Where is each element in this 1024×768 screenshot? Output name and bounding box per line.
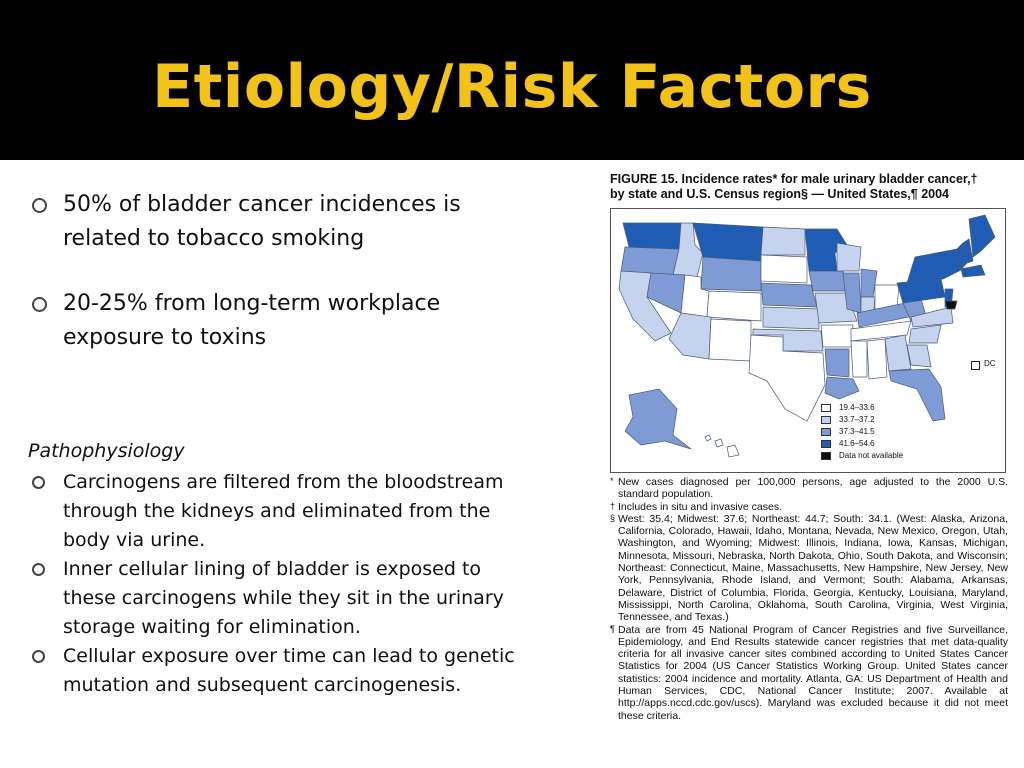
map-state (707, 291, 761, 321)
figure-panel (606, 168, 1008, 750)
map-state (889, 369, 945, 421)
footnote-text: New cases diagnosed per 100,000 persons, age adjusted to the 2000 U.S. standard population. (618, 476, 1008, 501)
dc-label: DC (984, 359, 996, 368)
list-item (28, 468, 528, 555)
map-state (761, 283, 817, 307)
bullet-text: 50% of bladder cancer incidences is related to tobacco smoking (63, 192, 461, 251)
map-state (897, 279, 945, 303)
map-state (851, 341, 867, 377)
map-state (907, 345, 931, 367)
legend-label: Data not available (839, 451, 904, 460)
footnote-text: Data are from 45 National Program of Cancer Registries and five Surveillance, Epidemiology, and End Results statewide cancer registries that met data-quality criteria for all invasive cancer sites combined according to United States Cancer Statistics for 2004 (US Cancer Statistics Working Group. United States cancer statistics: 2004 incidence and mortality. Atlanta, GA: US Department of Health and Human Services, CDC, National Cancer Institute; 2007. Available at http://apps.nccd.cdc.gov/uscs). Maryland was excluded because it did not meet these criteria. (618, 623, 1008, 722)
footnote (610, 624, 1008, 722)
list-item (28, 188, 528, 256)
circle-bullet-icon (32, 563, 45, 576)
list-item (28, 555, 528, 642)
circle-bullet-icon (32, 198, 47, 213)
map-state (669, 313, 711, 359)
legend-swatch (821, 452, 831, 460)
dc-indicator (971, 361, 980, 370)
figure-footnotes (610, 476, 1008, 722)
bullet-text: Inner cellular lining of bladder is exposed to these carcinogens while they sit in the urinary storage waiting for elimination. (63, 558, 504, 638)
footnote (610, 476, 1008, 501)
circle-bullet-icon (32, 650, 45, 663)
map-state (945, 301, 957, 309)
map-state (701, 257, 761, 291)
map-state (861, 269, 877, 297)
bullet-text: 20-25% from long-term workplace exposure to toxins (63, 291, 441, 350)
footnote-text: Includes in situ and invasive cases. (618, 500, 783, 513)
legend-swatch (821, 428, 831, 436)
legend-label: 19.4–33.6 (839, 403, 875, 412)
map-state (709, 319, 751, 361)
figure-title-line: by state and U.S. Census region§ — United States,¶ 2004 (610, 187, 949, 201)
map-state (961, 265, 985, 277)
map-state (825, 377, 859, 399)
legend-swatch (821, 404, 831, 412)
footnote (610, 501, 1008, 513)
map-state (715, 439, 723, 447)
map-state (837, 243, 861, 271)
map-state (693, 223, 763, 261)
slide-title: Etiology/Risk Factors (152, 52, 872, 122)
map-state (821, 325, 853, 347)
footnote-mark: † (610, 500, 616, 511)
map-state (623, 223, 681, 249)
map-state (705, 435, 711, 441)
map-state (969, 215, 995, 257)
map-state (621, 247, 679, 275)
footnote (610, 513, 1008, 624)
map-state (867, 339, 887, 379)
map-state (885, 335, 911, 371)
map-state (909, 325, 941, 343)
circle-bullet-icon (32, 476, 45, 489)
list-item (28, 642, 528, 700)
map-state (625, 389, 691, 449)
legend-label: 33.7–37.2 (839, 415, 875, 424)
figure-title (610, 172, 1006, 202)
footnote-mark: ¶ (610, 623, 615, 634)
map-state (907, 249, 963, 283)
circle-bullet-icon (32, 297, 47, 312)
bullet-text: Cellular exposure over time can lead to genetic mutation and subsequent carcinogenesis. (63, 645, 515, 696)
footnote-text: West: 35.4; Midwest: 37.6; Northeast: 44.7; South: 34.1. (West: Alaska, Arizona, California, Colorado, Hawaii, Idaho, Montana, Nevada, New Mexico, Oregon, Utah, Washington, and Wyoming; Midwest: Illinois, Indiana, Iowa, Kansas, Michigan, Minnesota, Missouri, Nebraska, North Dakota, Ohio, South Dakota, and Wisconsin; Northeast: Connecticut, Maine, Massachusetts, New Hampshire, New Jersey, New York, Pennsylvania, Rhode Island, and Vermont; South: Alabama, Arkansas, Delaware, District of Columbia, Florida, Georgia, Kentucky, Louisiana, Maryland, Mississippi, North Carolina, Oklahoma, South Carolina, Virginia, West Virginia, Tennessee, and Texas.) (618, 512, 1008, 624)
legend-label: 37.3–41.5 (839, 427, 875, 436)
footnote-mark: § (610, 512, 616, 523)
bullet-text: Carcinogens are filtered from the bloodstream through the kidneys and eliminated from the body via urine. (63, 471, 504, 551)
us-map (611, 209, 1005, 472)
map-state (761, 255, 807, 283)
figure-title-line: FIGURE 15. Incidence rates* for male urinary bladder cancer,† (610, 172, 978, 186)
map-state (761, 227, 805, 255)
list-item (28, 287, 528, 355)
legend-swatch (821, 416, 831, 424)
risk-factor-list (28, 188, 528, 386)
pathophysiology-list (28, 468, 528, 700)
footnote-mark: * (610, 476, 614, 486)
us-map-frame (610, 208, 1006, 473)
map-state (727, 445, 739, 457)
map-state (763, 307, 819, 329)
map-state (809, 271, 847, 291)
legend-swatch (821, 440, 831, 448)
map-state (825, 349, 849, 377)
pathophysiology-heading: Pathophysiology (28, 440, 185, 462)
legend-label: 41.6–54.6 (839, 439, 875, 448)
